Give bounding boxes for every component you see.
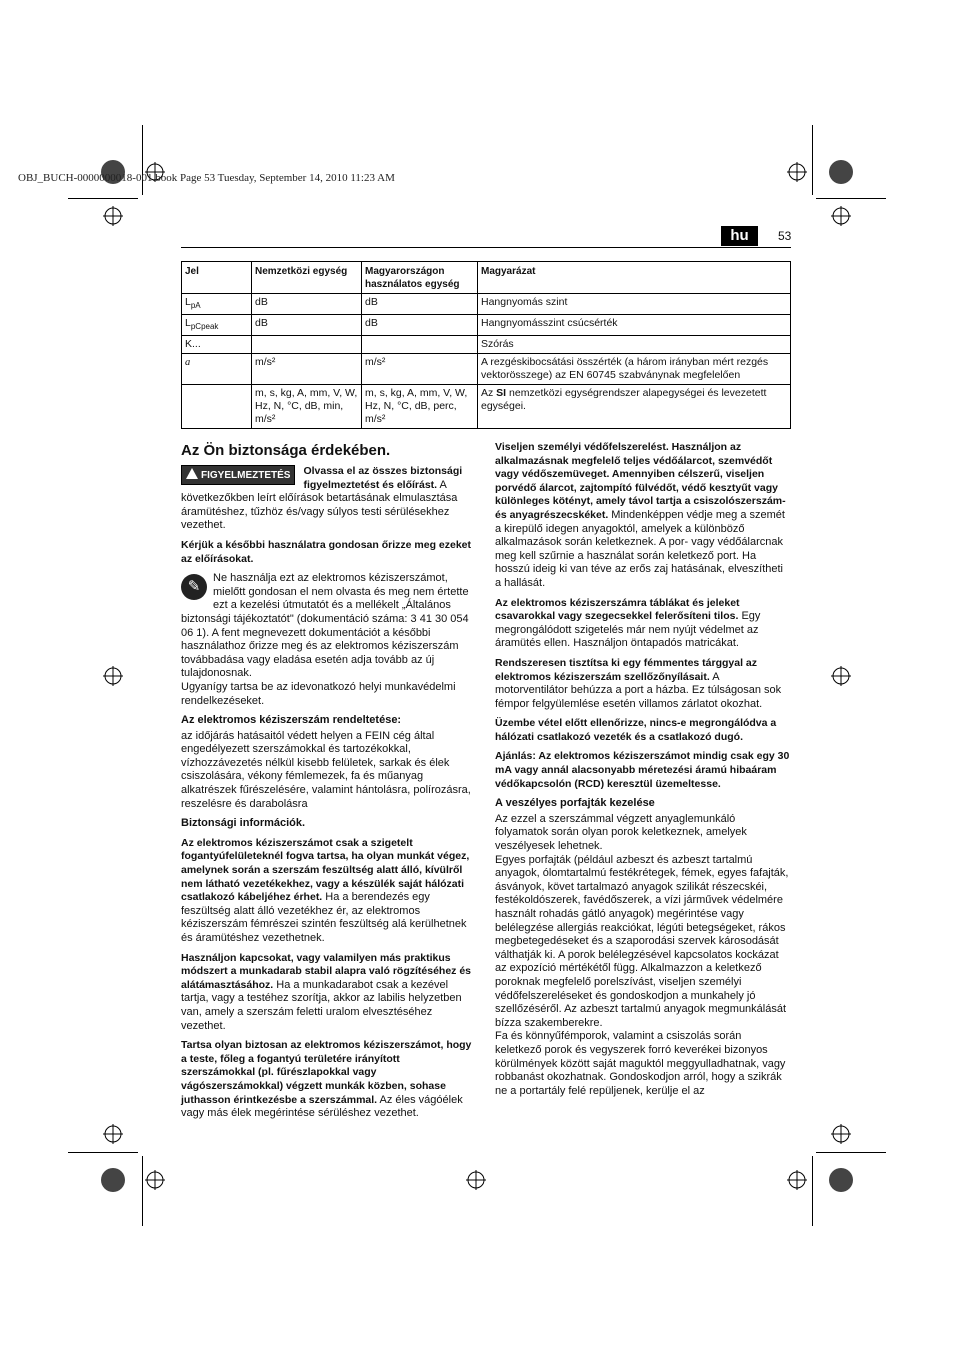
safety-paragraph: Ajánlás: Az elektromos kéziszerszámot mindig csak egy 30 mA vagy annál alacsonyabb méretezési áramú hibaáram védőkapcsolón (RCD) keresztül üzemeltesse. [495,750,790,790]
warning-triangle-icon [186,468,198,479]
intl-unit-cell: m/s² [252,354,362,385]
language-badge: hu [721,226,758,246]
dust-paragraph: Egyes porfajták (például azbeszt és azbeszt tartalmú anyagok, ólomtartalmú festékrétegek, fémek, egyes fafajták, ásványok, követ tartalmazó anyagok szilikát részecskéi, festékoldószerek, favédőszerek, a vízi járművek védelmére használt rohadás gátló anyagok) megérintése vagy belélegzése allergiás reakciókat, légúti betegségeket, rákos megbetegedéseket és a szaporodási szervek károsodását válthatják ki. A porok belélegzésével kapcsolatos kockázat az expozíció mértékétől függ. Alkalmazzon a keletkező poroknak megfelelő porelszívást, viseljen személyi védőfelszereléseket és gondoskodjon a munkahely jó szellőzéséről. Az azbeszt tartalmú anyagok megmunkálását bízza szakemberekre. [495,853,789,1029]
hu-unit-cell: m/s² [362,354,478,385]
safety-paragraph: Az elektromos kéziszerszámot csak a szigetelt fogantyúfelületeknél fogva tartsa, ha olyan munkát végez, amelynek során a szerszám feszültség alatt álló, kívülről nem látható vezetékekhez, vagy a készülék saját hálózati csatlakozó kábeljéhez érhet. Ha a berendezés egy feszültség alatt álló vezetékhez ér, az elektromos kéziszerszám fémrészei szintén feszültség alá kerülhetnek és áramütéshez vezethetnek. [181,836,470,944]
warning-badge: FIGYELMEZTETÉS [181,465,295,485]
dust-heading: A veszélyes porfajták kezelése [495,797,655,810]
header-rule [181,247,791,248]
keep-instructions: Kérjük a későbbi használatra gondosan őrizze meg ezeket az előírásokat. [181,538,472,565]
safety-paragraph: Üzembe vétel előtt ellenőrizze, nincs-e megrongálódva a hálózati csatlakozó vezeték és a csatlakozó dugó. [495,717,777,743]
hu-unit-cell [362,336,478,354]
desc-cell: Az SI nemzetközi egységrendszer alapegységei és levezetett egységei. [478,385,791,429]
table-row [182,294,791,315]
safety-paragraph: Rendszeresen tisztítsa ki egy fémmentes tárggyal az elektromos kéziszerszám szellőzőnyílásait. A motorventilátor behúzza a port a házba. Ez túlságosan sok fémpor felgyülemlése esetén villamos zárlatot okozhat. [495,656,782,710]
read-manual-icon: ✎ [181,574,207,600]
intl-unit-cell: dB [252,294,362,315]
symbol-cell: a [182,354,252,385]
symbol-cell: K... [182,336,252,354]
table-row [182,336,791,354]
table-row [182,315,791,336]
safety-paragraph: Az elektromos kéziszerszámra táblákat és jeleket csavarokkal vagy szegecsekkel felerősíteni tilos. Egy megrongálódott szigetelés már nem nyújt védelmet az áramütés ellen. Használjon öntapadós matricákat. [495,596,761,650]
safety-paragraph: Használjon kapcsokat, vagy valamilyen más praktikus módszert a munkadarab stabil alapra való rögzítéséhez és alátámasztásához. Ha a munkadarabot csak a kezével tartja, vagy a testéhez szorítja, akkor az labilis helyzetben van, amely a szerszám feletti uralom elvesztéséhez vezethet. [181,951,472,1032]
intl-unit-cell: dB [252,315,362,336]
left-column [181,441,476,1127]
table-header-row [182,262,791,294]
col-header: Nemzetközi egység [252,262,362,294]
hu-unit-cell: dB [362,294,478,315]
safety-heading: Biztonsági információk. [181,817,306,830]
read-manual-paragraph: ✎ Ne használja ezt az elektromos kéziszerszámot, mielőtt gondosan el nem olvasta és meg nem értette ezt a kezelési útmutatót és a mellékelt „Általános biztonsági tájékoztatót" (dokumentáció száma: 3 41 30 054 06 1). A fent megnevezett dokumentációt a későbbi használathoz őrizze meg és az elektromos kéziszerszám továbbadása vagy eladása esetén adja tovább az új tulajdonosnak. [181,572,469,680]
intl-unit-cell: m, s, kg, A, mm, V, W, Hz, N, °C, dB, min, m/s² [252,385,362,429]
symbol-cell [182,385,252,429]
purpose-heading: Az elektromos kéziszerszám rendeltetése: [181,714,402,727]
purpose-text: az időjárás hatásaitól védett helyen a FEIN cég által engedélyezett szerszámokkal és tartozékokkal, vízhozzávezetés nélkül kisebb felületek, sarkak és élek csiszolására, vékony fémlemezek, fa és műanyag alkatrészek fűrészelésére, valamint hántolásra, polírozásra, reszelésre és darabolásra [181,729,471,810]
table-row [182,354,791,385]
page-number: 53 [778,229,792,243]
hu-unit-cell: dB [362,315,478,336]
desc-cell: Hangnyomás szint [478,294,791,315]
desc-cell: A rezgéskibocsátási összérték (a három irányban mért rezgés vektorösszege) az EN 60745 szabványnak megfelelően [478,354,791,385]
units-table [181,261,791,429]
dust-paragraph: Fa és könnyűfémporok, valamint a csiszolás során keletkező porok és vegyszerek forró keverékei bizonyos körülmények között saját maguktól meggyulladhatnak, vagy robbanást okozhatnak. Gondoskodjon arról, hogy a szikrák ne a portartály felé repüljenek, kerülje el az [495,1030,786,1097]
col-header: Jel [182,262,252,294]
right-column [495,441,790,1104]
desc-cell: Szórás [478,336,791,354]
book-header-line: OBJ_BUCH-0000000018-001.book Page 53 Tuesday, September 14, 2010 11:23 AM [18,172,395,184]
dust-paragraph: Az ezzel a szerszámmal végzett anyaglemunkáló folyamatok során olyan porok keletkeznek, amelyek veszélyesek lehetnek. [495,812,747,853]
intl-unit-cell [252,336,362,354]
col-header: Magyarországon használatos egység [362,262,478,294]
table-row [182,385,791,429]
symbol-cell: $L_{pCpeak}$ [182,315,252,336]
local-rules: Ugyanígy tartsa be az idevonatkozó helyi munkavédelmi rendelkezéseket. [181,680,456,707]
symbol-cell: $L_{pA}$ [182,294,252,315]
warning-paragraph: FIGYELMEZTETÉS Olvassa el az összes biztonsági figyelmeztetést és előírást. A következőkben leírt előírások betartásának elmulasztása áramütéshez, tűzhöz és/vagy súlyos testi sérülésekhez vezethet. [181,465,463,532]
safety-paragraph: Tartsa olyan biztosan az elektromos kéziszerszámot, hogy a teste, főleg a fogantyú területére irányított szerszámokkal (pl. fűrészlapokkal vagy vágószerszámokkal) végzett munkák közben, sohase juthasson érintkezésbe a szerszámmal. Az éles vágóélek vagy más élek megérintése sérüléshez vezethet. [181,1039,472,1120]
section-title: Az Ön biztonsága érdekében. [181,442,391,459]
desc-cell: Hangnyomásszint csúcsérték [478,315,791,336]
hu-unit-cell: m, s, kg, A, mm, V, W, Hz, N, °C, dB, perc, m/s² [362,385,478,429]
col-header: Magyarázat [478,262,791,294]
safety-paragraph: Viseljen személyi védőfelszerelést. Használjon az alkalmazásnak megfelelő teljes védőálarcot, szemvédőt vagy védőszemüveget. Amennyiben célszerű, viseljen porvédő álarcot, zajtompító fülvédőt, védő kesztyűt vagy különleges kötényt, amely távol tartja a csiszolószerszám- és anyagrészecskéket. Mindenképpen védje meg a szemét a kirepülő idegen anyagoktól, amelyek a különböző alkalmazások során keletkeznek. A por- vagy védőálarcnak meg kell szűrnie a használat során keletkező port. Ha hosszú ideig ki van téve az erős zaj hatásának, elveszítheti a hallását. [495,441,786,589]
